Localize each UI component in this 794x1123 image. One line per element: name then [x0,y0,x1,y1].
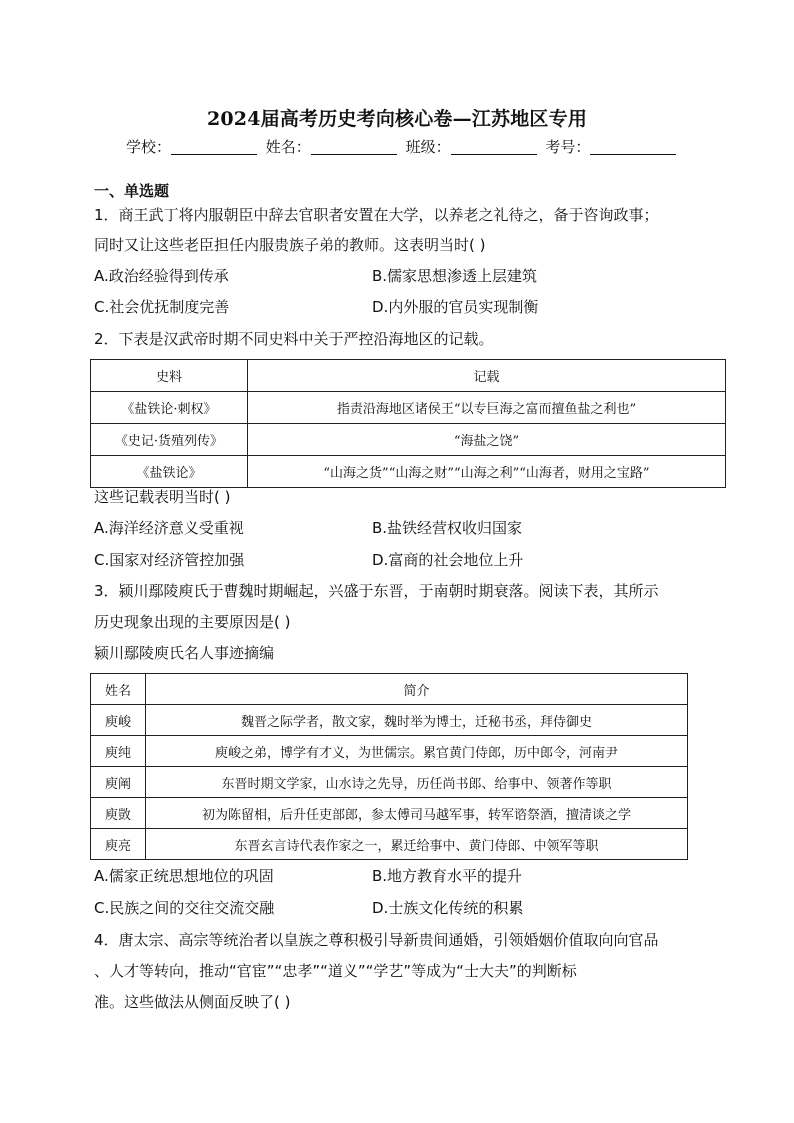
q3-option-d: D.士族文化传统的积累 [372,899,524,917]
q1-option-a: A.政治经验得到传承 [94,267,229,285]
name-blank[interactable] [311,138,397,155]
q2-option-d: D.富商的社会地位上升 [372,551,524,569]
table-cell: 指责沿海地区诸侯王“以专巨海之富而擅鱼盐之利也” [248,392,726,424]
q1-option-b: B.儒家思想渗透上层建筑 [372,267,538,285]
table-cell: 庾峻 [91,705,146,736]
q2-stem: 2．下表是汉武帝时期不同史料中关于严控沿海地区的记载。 [94,330,494,348]
table-cell: 庾敳 [91,798,146,829]
section-title: 一、单选题 [94,182,170,200]
q3-option-b: B.地方教育水平的提升 [372,867,523,885]
table-cell: 庾峻之弟，博学有才义，为世儒宗。累官黄门侍郎，历中郎令，河南尹 [146,736,688,767]
table-cell: 庾亮 [91,829,146,860]
table-row [91,456,726,488]
table-cell: 庾纯 [91,736,146,767]
table-header: 姓名 [91,674,146,705]
table-cell: “海盐之饶” [248,424,726,456]
number-blank[interactable] [590,138,676,155]
exam-title: 2024届高考历史考向核心卷—江苏地区专用 [206,108,588,130]
class-blank[interactable] [451,138,537,155]
table-cell: 《盐铁论》 [91,456,248,488]
table-cell: 东晋玄言诗代表作家之一，累迁给事中、黄门侍郎、中领军等职 [146,829,688,860]
q2-option-a: A.海洋经济意义受重视 [94,519,244,537]
q4-line1: 4．唐太宗、高宗等统治者以皇族之尊积极引导新贵间通婚，引领婚姻价值取向向官品 [94,931,659,949]
q1-line2: 同时又让这些老臣担任内服贵族子弟的教师。这表明当时( ) [94,236,486,254]
q3-line1: 3．颍川鄢陵庾氏于曹魏时期崛起，兴盛于东晋，于南朝时期衰落。阅读下表，其所示 [94,582,659,600]
table-row [91,392,726,424]
table-cell: 庾阐 [91,767,146,798]
table-row [91,424,726,456]
table-cell: 魏晋之际学者，散文家，魏时举为博士，迁秘书丞，拜侍御史 [146,705,688,736]
table-cell: “山海之货”“山海之财”“山海之利”“山海者，财用之宝路” [248,456,726,488]
table-cell: 初为陈留相，后升任吏部郎，参太傅司马越军事，转军谘祭酒，擅清谈之学 [146,798,688,829]
q3-table-caption: 颍川鄢陵庾氏名人事迹摘编 [94,644,275,662]
school-blank[interactable] [171,138,257,155]
school-label: 学校： [126,138,172,156]
q1-line1: 1．商王武丁将内服朝臣中辞去官职者安置在大学，以养老之礼待之，备于咨询政事； [94,206,659,224]
table-cell: 《史记·货殖列传》 [91,424,248,456]
table-cell: 《盐铁论·刺权》 [91,392,248,424]
q2-question: 这些记载表明当时( ) [94,488,231,506]
table-header: 简介 [146,674,688,705]
q3-line2: 历史现象出现的主要原因是( ) [94,613,291,631]
table-row [91,705,688,736]
q2-option-b: B.盐铁经营权收归国家 [372,519,523,537]
q4-line2: 、人才等转向，推动“官宦”“忠孝”“道义”“学艺”等成为“士大夫”的判断标 [94,962,577,980]
table-header: 记载 [248,360,726,392]
table-row [91,767,688,798]
student-info-line [126,136,680,157]
name-label: 姓名： [265,138,311,156]
q2-table [90,359,726,488]
q4-line3: 准。这些做法从侧面反映了( ) [94,993,291,1011]
q3-table [90,673,688,860]
number-label: 考号： [545,138,591,156]
class-label: 班级： [405,138,451,156]
q3-option-a: A.儒家正统思想地位的巩固 [94,867,274,885]
table-header-row [91,674,688,705]
q1-option-c: C.社会优抚制度完善 [94,298,230,316]
table-header: 史料 [91,360,248,392]
table-row [91,829,688,860]
table-cell: 东晋时期文学家，山水诗之先导，历任尚书郎、给事中、领著作等职 [146,767,688,798]
q1-option-d: D.内外服的官员实现制衡 [372,298,539,316]
table-row [91,736,688,767]
q2-option-c: C.国家对经济管控加强 [94,551,245,569]
table-row [91,798,688,829]
q3-option-c: C.民族之间的交往交流交融 [94,899,275,917]
table-header-row [91,360,726,392]
